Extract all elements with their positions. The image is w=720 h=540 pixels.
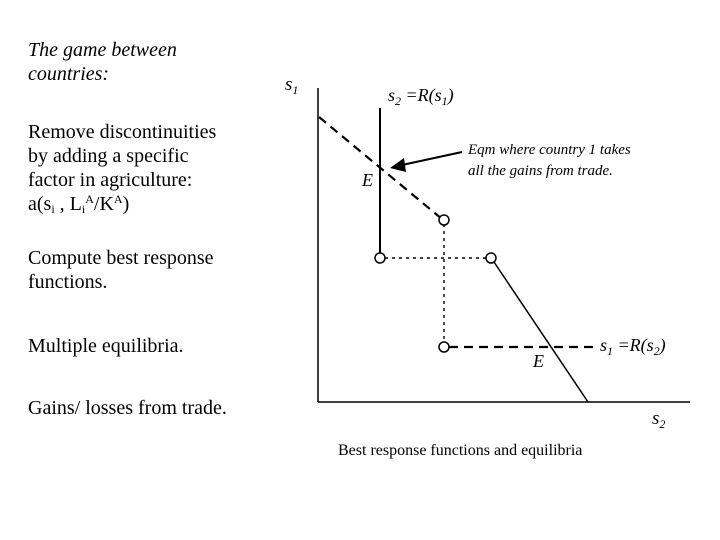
- formula-comma-l: , L: [54, 193, 82, 215]
- x-axis-label: $s_2$: [652, 408, 666, 431]
- p2-line-1: Compute best response: [28, 247, 214, 269]
- annotation-line-1: Eqm where country 1 takes: [468, 142, 631, 158]
- figure-caption: Best response functions and equilibria: [338, 442, 583, 459]
- formula-sup-a-2: A: [113, 192, 123, 206]
- formula-sub-i: i: [51, 202, 55, 216]
- paragraph-multiple-equilibria: Multiple equilibria.: [28, 335, 184, 357]
- formula-a-open: a(s: [28, 193, 52, 215]
- title-line-1: The game between: [28, 39, 177, 61]
- p1-line-2: by adding a specific: [28, 145, 189, 167]
- formula-slash-k: /K: [93, 193, 114, 215]
- br-curve-country-1-lower: [494, 262, 588, 402]
- p2-line-2: functions.: [28, 271, 108, 293]
- title-line-2: countries:: [28, 63, 110, 85]
- annotation-line-2: all the gains from trade.: [468, 163, 613, 179]
- annotation-arrow-head: [390, 158, 406, 172]
- p1-line-1: Remove discontinuities: [28, 121, 217, 143]
- y-axis-label: $s_1$: [285, 74, 299, 97]
- open-circle-right: [486, 253, 496, 263]
- annotation-arrow-shaft: [402, 152, 462, 165]
- formula-sub-i-2: i: [81, 202, 86, 216]
- open-circle-lower: [439, 342, 449, 352]
- equilibrium-label-upper: E: [362, 170, 373, 190]
- equilibrium-label-lower: E: [533, 351, 544, 371]
- br-label-country-2: $s_2 =R(s_1)$: [388, 85, 454, 108]
- open-circle-left: [375, 253, 385, 263]
- formula-close: ): [122, 193, 130, 215]
- br-label-country-1: $s_1 =R(s_2)$: [600, 335, 666, 358]
- formula-sup-a: A: [85, 192, 94, 206]
- p1-line-3: factor in agriculture:: [28, 169, 193, 191]
- paragraph-gains-losses: Gains/ losses from trade.: [28, 397, 227, 419]
- open-circle-upper: [439, 215, 449, 225]
